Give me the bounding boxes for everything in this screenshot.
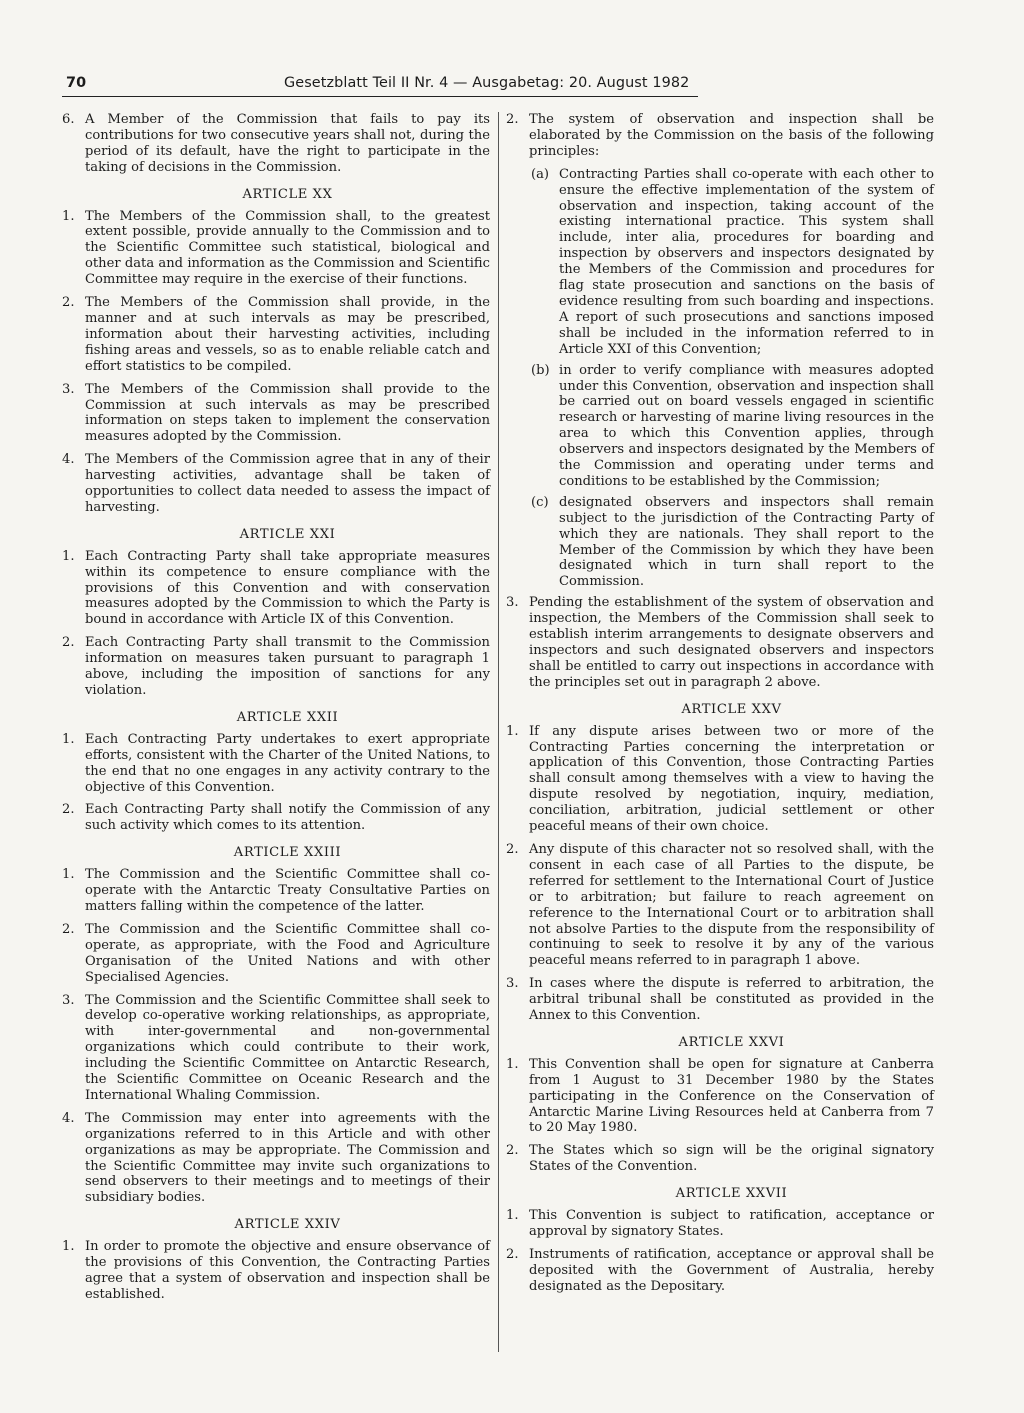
paragraph-number: 1.	[62, 1239, 75, 1255]
numbered-paragraph	[62, 867, 490, 915]
paragraph-number: 4.	[62, 1110, 75, 1126]
paragraph-text: Each Contracting Party shall transmit to the Commission information on measures taken pursuant to paragraph 1 above, including the imposition of sanctions for any violation.	[85, 635, 490, 698]
paragraph-text: Any dispute of this character not so resolved shall, with the consent in each case of all Parties to the dispute, be referred for settlement to the International Court of Justice or to arbitration; but failure to reach agreement on reference to the International Court or to arbitration shall not absolve Parties to the dispute from the responsibility of continuing to seek to resolve it by any of the various peaceful means referred to in paragraph 1 above.	[529, 841, 934, 969]
paragraph-text: in order to verify compliance with measures adopted under this Convention, observation and inspection shall be carried out on board vessels engaged in scientific research or harvesting of marine living resources in the area to which this Convention applies, through observers and inspectors designated by the Members of the Commission and operating under terms and conditions to be established by the Commission;	[559, 362, 934, 489]
article-heading: ARTICLE XXV	[681, 701, 782, 717]
paragraph-text: Contracting Parties shall co-operate with each other to ensure the effective implementation of the system of observation and inspection, taking account of the existing international practice. This system shall include, inter alia, procedures for boarding and inspection by observers and inspectors designated by the Members of the Commission and procedures for flag state prosecution and sanctions on the basis of evidence resulting from such boarding and inspections. A report of such prosecutions and sanctions imposed shall be included in the information referred to in Article XXI of this Convention;	[559, 166, 934, 357]
numbered-paragraph	[62, 549, 490, 629]
column-divider	[498, 112, 499, 1352]
paragraph-text: In order to promote the objective and ensure observance of the provisions of this Convention, the Contracting Parties agree that a system of observation and inspection shall be established.	[85, 1239, 490, 1302]
article-heading: ARTICLE XXII	[236, 709, 339, 725]
page-number: 70	[66, 75, 87, 91]
numbered-paragraph	[506, 1057, 934, 1137]
paragraph-number: 2.	[506, 1246, 519, 1262]
numbered-paragraph	[62, 635, 490, 699]
page-header	[62, 74, 698, 97]
numbered-paragraph	[506, 1208, 934, 1240]
numbered-paragraph	[62, 802, 490, 834]
paragraph-number: 3.	[62, 381, 75, 397]
article-heading: ARTICLE XXIII	[233, 845, 342, 861]
paragraph-text: The Commission may enter into agreements with the organizations referred to in this Article and with other organizations as may be appropriate. The Commission and the Scientific Committee may invite such organizations to send observers to their meetings and to meetings of their subsidiary bodies.	[85, 1110, 490, 1206]
numbered-paragraph	[506, 724, 934, 835]
paragraph-number: 1.	[62, 548, 75, 564]
numbered-paragraph	[62, 993, 490, 1104]
paragraph-text: This Convention shall be open for signature at Canberra from 1 August to 31 December 1980 by the States participating in the Conference on the Conservation of Antarctic Marine Living Resources held at Canberra from 7 to 20 May 1980.	[529, 1056, 934, 1136]
paragraph-number: 3.	[62, 992, 75, 1008]
article-heading: ARTICLE XXVI	[678, 1034, 785, 1050]
numbered-paragraph	[62, 112, 490, 176]
article-heading: ARTICLE XXVII	[675, 1186, 788, 1202]
paragraph-text: In cases where the dispute is referred to arbitration, the arbitral tribunal shall be constituted as provided in the Annex to this Convention.	[529, 976, 934, 1024]
paragraph-text: Each Contracting Party undertakes to exert appropriate efforts, consistent with the Charter of the United Nations, to the end that no one engages in any activity contrary to the objective of this Convention.	[85, 731, 490, 795]
paragraph-text: Each Contracting Party shall notify the Commission of any such activity which comes to its attention.	[85, 802, 490, 834]
numbered-paragraph	[506, 842, 934, 969]
paragraph-text: A Member of the Commission that fails to pay its contributions for two consecutive years shall not, during the period of its default, have the right to participate in the taking of decisions in the Commission.	[85, 112, 490, 175]
paragraph-text: The States which so sign will be the original signatory States of the Convention.	[529, 1143, 934, 1175]
numbered-paragraph	[62, 1111, 490, 1206]
paragraph-number: 2.	[62, 921, 75, 937]
numbered-paragraph	[506, 112, 934, 160]
publication-title: Gesetzblatt Teil II Nr. 4 — Ausgabetag: 20. August 1982	[284, 75, 690, 91]
numbered-paragraph	[506, 595, 934, 690]
paragraph-number: 1.	[506, 1208, 519, 1224]
paragraph-text: This Convention is subject to ratification, acceptance or approval by signatory States.	[529, 1208, 934, 1239]
right-column	[506, 112, 934, 1302]
paragraph-number: 1.	[62, 867, 75, 883]
article-heading: ARTICLE XXI	[239, 526, 336, 542]
numbered-paragraph	[62, 209, 490, 289]
paragraph-number: 2.	[62, 295, 75, 311]
article-heading: ARTICLE XXIV	[234, 1217, 341, 1233]
numbered-paragraph	[506, 1247, 934, 1295]
numbered-paragraph	[506, 1143, 934, 1175]
paragraph-number: 2.	[506, 841, 519, 857]
paragraph-number: 2.	[506, 112, 519, 127]
paragraph-number: 3.	[506, 976, 519, 992]
paragraph-number: 6.	[62, 112, 75, 127]
paragraph-number: (a)	[531, 166, 550, 182]
paragraph-text: The Commission and the Scientific Committee shall seek to develop co-operative working relationships, as appropriate, with inter-governmental and non-governmental organizations which could contribute to their work, including the Scientific Committee on Antarctic Research, the Scientific Committee on Oceanic Research and the International Whaling Commission.	[85, 992, 490, 1103]
paragraph-text: The Members of the Commission agree that in any of their harvesting activities, advantage shall be taken of opportunities to collect data needed to assess the impact of harvesting.	[85, 452, 490, 515]
paragraph-number: 1.	[506, 1056, 519, 1072]
paragraph-text: Pending the establishment of the system of observation and inspection, the Members of the Commission shall seek to establish interim arrangements to designate observers and inspectors and such designated observers and inspectors shall be entitled to carry out inspections in accordance with the principles set out in paragraph 2 above.	[529, 595, 934, 690]
paragraph-text: Each Contracting Party shall take appropriate measures within its competence to ensure compliance with the provisions of this Convention and with conservation measures adopted by the Commission to which the Party is bound in accordance with Article IX of this Convention.	[85, 548, 490, 628]
sub-paragraph	[529, 495, 934, 590]
numbered-paragraph	[506, 976, 934, 1024]
numbered-paragraph	[62, 452, 490, 516]
paragraph-number: (c)	[531, 494, 549, 510]
paragraph-text: The Members of the Commission shall, to the greatest extent possible, provide annually to the Commission and to the Scientific Committee such statistical, biological and other data and information as the Commission and Scientific Committee may require in the exercise of their functions.	[85, 208, 490, 288]
paragraph-number: 2.	[62, 635, 75, 651]
sub-paragraph	[529, 167, 934, 358]
paragraph-text: The Members of the Commission shall provide, in the manner and at such intervals as may be prescribed, information about their harvesting activities, including fishing areas and vessels, so as to enable reliable catch and effort statistics to be compiled.	[85, 295, 490, 374]
paragraph-number: 2.	[506, 1143, 519, 1159]
paragraph-text: The Members of the Commission shall provide to the Commission at such intervals as may be prescribed information on steps taken to implement the conservation measures adopted by the Commission.	[85, 381, 490, 445]
paragraph-text: The Commission and the Scientific Committee shall co-operate with the Antarctic Treaty Consultative Parties on matters falling within the competence of the latter.	[85, 867, 490, 914]
paragraph-text: designated observers and inspectors shall remain subject to the jurisdiction of the Contracting Party of which they are nationals. They shall report to the Member of the Commission by which they have been designated which in turn shall report to the Commission.	[559, 494, 934, 590]
paragraph-number: 1.	[62, 731, 75, 747]
paragraph-text: If any dispute arises between two or more of the Contracting Parties concerning the interpretation or application of this Convention, those Contracting Parties shall consult among themselves with a view to having the dispute resolved by negotiation, inquiry, mediation, conciliation, arbitration, judicial settlement or other peaceful means of their own choice.	[529, 723, 934, 835]
paragraph-text: The system of observation and inspection shall be elaborated by the Commission on the basis of the following principles:	[529, 112, 934, 159]
paragraph-number: 2.	[62, 802, 75, 818]
paragraph-number: 3.	[506, 595, 519, 611]
numbered-paragraph	[62, 382, 490, 446]
paragraph-text: The Commission and the Scientific Committee shall co-operate, as appropriate, with the Food and Agriculture Organisation of the United Nations and with other Specialised Agencies.	[85, 921, 490, 985]
paragraph-number: 1.	[62, 208, 75, 224]
paragraph-number: 1.	[506, 723, 519, 739]
numbered-paragraph	[62, 922, 490, 986]
article-heading: ARTICLE XX	[242, 186, 333, 202]
numbered-paragraph	[62, 732, 490, 796]
left-column	[62, 112, 490, 1310]
numbered-paragraph	[62, 1239, 490, 1303]
sub-paragraph	[529, 363, 934, 490]
paragraph-number: 4.	[62, 452, 75, 468]
numbered-paragraph	[62, 295, 490, 375]
paragraph-number: (b)	[531, 362, 550, 378]
paragraph-text: Instruments of ratification, acceptance or approval shall be deposited with the Government of Australia, hereby designated as the Depositary.	[529, 1246, 934, 1294]
